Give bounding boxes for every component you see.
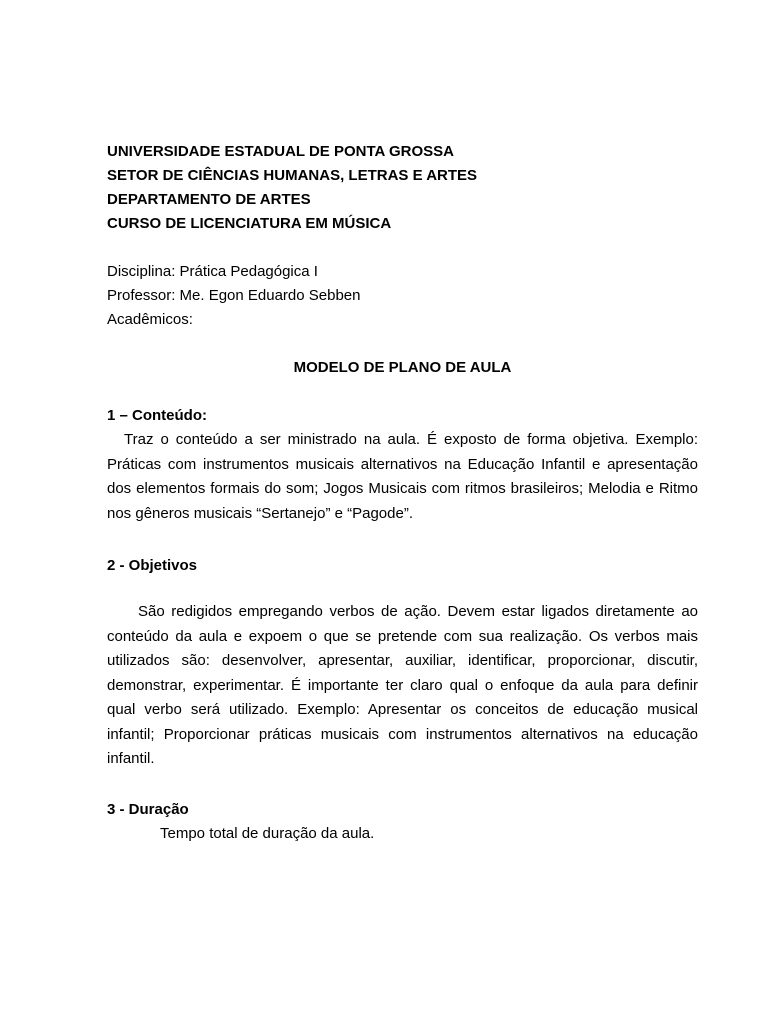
paragraph-line: utilizados são: desenvolver, apresentar, auxiliar, identificar, proporcionar, discutir,: [107, 652, 698, 669]
paragraph-line: Práticas com instrumentos musicais alternativos na Educação Infantil e apresentação: [107, 455, 698, 473]
paragraph-line: dos elementos formais do som; Jogos Musicais com ritmos brasileiros; Melodia e Ritmo: [107, 480, 698, 497]
department-name: DEPARTAMENTO DE ARTES: [107, 191, 311, 208]
paragraph-line: Traz o conteúdo a ser ministrado na aula. É exposto de forma objetiva. Exemplo:: [124, 431, 698, 448]
institution-header: [107, 142, 698, 238]
paragraph-line: conteúdo da aula e expoem o que se pretende com sua realização. Os verbos mais: [107, 627, 698, 645]
paragraph-line: nos gêneros musicais “Sertanejo” e “Pagode”.: [107, 504, 413, 522]
section-duracao: [107, 800, 698, 848]
section-heading: 1 – Conteúdo:: [107, 407, 207, 424]
paragraph-line: São redigidos empregando verbos de ação. Devem estar ligados diretamente ao: [138, 603, 698, 620]
course-name: CURSO DE LICENCIATURA EM MÚSICA: [107, 215, 392, 232]
discipline-line: Disciplina: Prática Pedagógica I: [107, 263, 318, 280]
document-page: [107, 142, 698, 848]
paragraph-line: infantil; Proporcionar práticas musicais com instrumentos alternativos na educação: [107, 725, 698, 743]
section-objetivos: [107, 556, 698, 774]
document-title: MODELO DE PLANO DE AULA: [293, 359, 512, 376]
professor-line: Professor: Me. Egon Eduardo Sebben: [107, 287, 361, 304]
section-heading: 3 - Duração: [107, 800, 189, 818]
paragraph-line: Tempo total de duração da aula.: [160, 824, 375, 842]
paragraph-line: demonstrar, experimentar. É importante ter claro qual o enfoque da aula para definir: [107, 676, 698, 694]
course-info: [107, 262, 698, 334]
university-name: UNIVERSIDADE ESTADUAL DE PONTA GROSSA: [107, 143, 454, 160]
students-line: Acadêmicos:: [107, 311, 193, 328]
section-heading: 2 - Objetivos: [107, 557, 198, 574]
section-conteudo: [107, 406, 698, 528]
paragraph-line: qual verbo será utilizado. Exemplo: Apresentar os conceitos de educação musical: [107, 701, 698, 718]
paragraph-line: infantil.: [107, 750, 155, 767]
sector-name: SETOR DE CIÊNCIAS HUMANAS, LETRAS E ARTES: [107, 167, 478, 184]
